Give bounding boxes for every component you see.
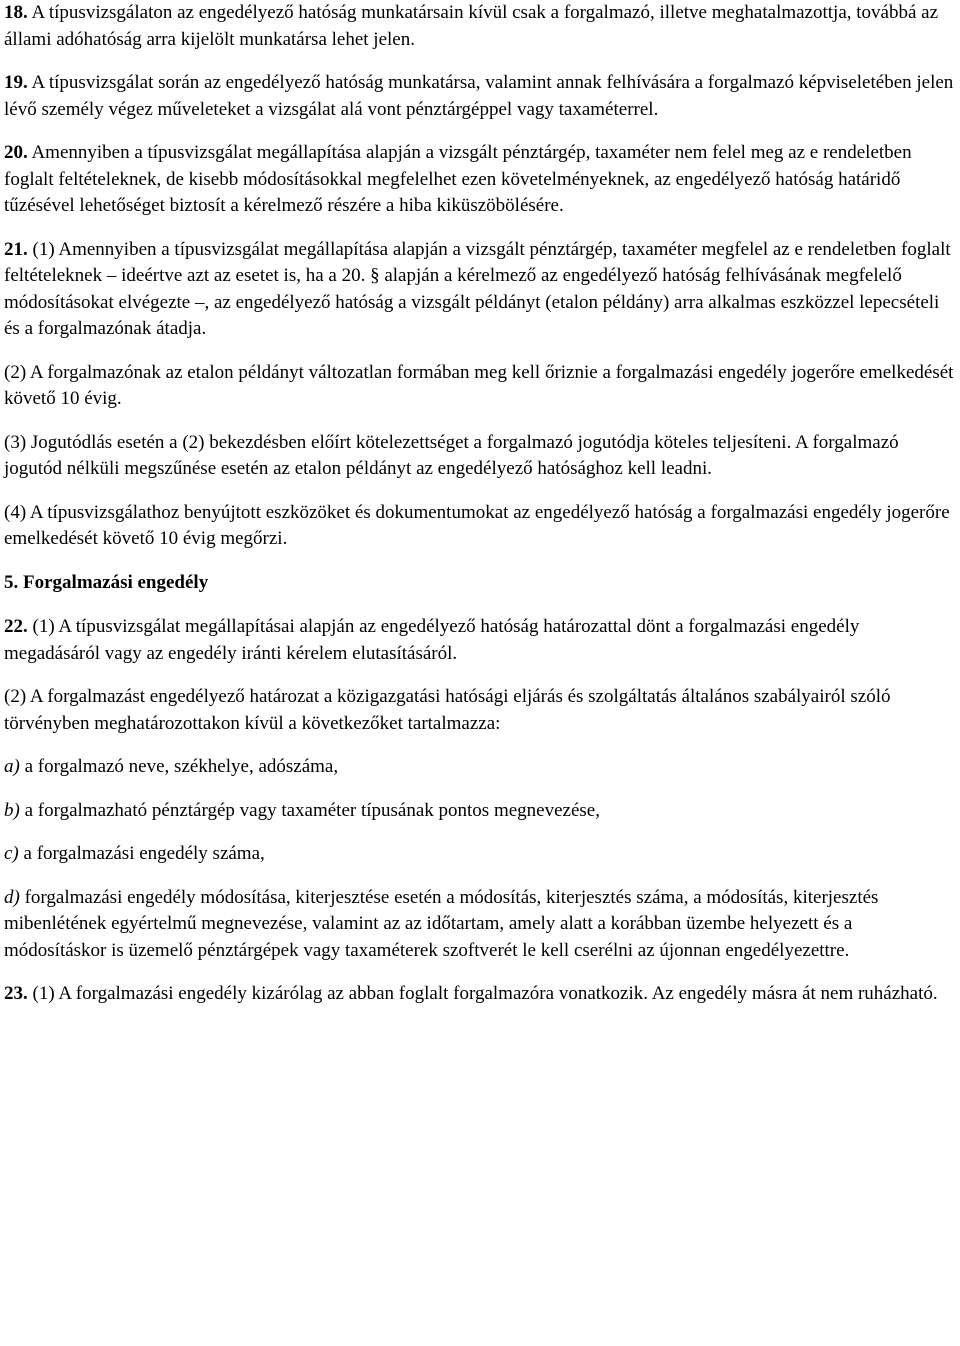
section-number: 18. bbox=[4, 2, 28, 23]
paragraph-19 bbox=[4, 70, 956, 123]
paragraph-text: (3) Jogutódlás esetén a (2) bekezdésben előírt kötelezettséget a forgalmazó jogutódja köteles teljesíteni. A forgalmazó jogutód nélküli megszűnése esetén az etalon példányt az engedélyező hatósághoz kell leadni. bbox=[4, 431, 899, 479]
paragraph-text: A típusvizsgálaton az engedélyező hatóság munkatársain kívül csak a forgalmazó, illetve meghatalmazottja, továbbá az állami adóhatóság arra kijelölt munkatársa lehet jelen. bbox=[4, 2, 939, 50]
paragraph-text: (2) A forgalmazónak az etalon példányt változatlan formában meg kell őriznie a forgalmazási engedély jogerőre emelkedését követő 10 évig. bbox=[4, 361, 954, 409]
paragraph-21-1 bbox=[4, 237, 956, 343]
paragraph-20 bbox=[4, 140, 956, 220]
section-number: 22. bbox=[4, 616, 28, 637]
paragraph-text: (2) A forgalmazást engedélyező határozat a közigazgatási hatósági eljárás és szolgáltatás általános szabályairól szóló törvényben meghatározottakon kívül a következőket tartalmazza: bbox=[4, 686, 891, 734]
paragraph-text: (1) Amennyiben a típusvizsgálat megállapítása alapján a vizsgált pénztárgép, taxaméter megfelel az e rendeletben foglalt feltételeknek – ideértve azt az esetet is, ha a 20. § alapján a kérelmező az engedélyező hatóság felhívásának megfelelő módosításokat elvégezte –, az engedélyező hatóság a vizsgált példányt (etalon példány) arra alkalmas eszközzel lepecsételi és a forgalmazónak átadja. bbox=[4, 238, 951, 339]
section-number: 20. bbox=[4, 142, 28, 163]
paragraph-text: (1) A típusvizsgálat megállapításai alapján az engedélyező hatóság határozattal dönt a forgalmazási engedély megadásáról vagy az engedély iránti kérelem elutasításáról. bbox=[4, 616, 860, 664]
item-letter: b) bbox=[4, 799, 20, 821]
item-letter: a) bbox=[4, 756, 20, 777]
paragraph-23-1 bbox=[4, 981, 956, 1008]
paragraph-text: (4) A típusvizsgálathoz benyújtott eszközöket és dokumentumokat az engedélyező hatóság a forgalmazási engedély jogerőre emelkedését követő 10 évig megőrzi. bbox=[4, 501, 950, 549]
paragraph-21-4 bbox=[4, 500, 956, 553]
item-text: forgalmazási engedély módosítása, kiterjesztése esetén a módosítás, kiterjesztés száma, a módosítás, kiterjesztés mibenlétének egyértelmű megnevezése, valamint az az időtartam, amely alatt a korábban üzembe helyezett és a módosításkor is üzemelő pénztárgépek vagy taxaméterek szoftverét le kell cserélni az újonnan engedélyezettre. bbox=[4, 886, 879, 961]
paragraph-text: Amennyiben a típusvizsgálat megállapítása alapján a vizsgált pénztárgép, taxaméter nem felel meg az e rendeletben foglalt feltételeknek, de kisebb módosításokkal megfelelhet ezen követelményeknek, az engedélyező hatóság határidő tűzésével lehetőséget biztosít a kérelmező részére a hiba kiküszöbölésére. bbox=[4, 142, 912, 216]
paragraph-text: A típusvizsgálat során az engedélyező hatóság munkatársa, valamint annak felhívására a forgalmazó képviseletében jelen lévő személy végez műveleteket a vizsgálat alá vont pénztárgéppel vagy taxaméterrel. bbox=[4, 72, 954, 120]
list-item-b bbox=[4, 798, 956, 825]
item-text: a forgalmazó neve, székhelye, adószáma, bbox=[19, 756, 339, 777]
list-item-c bbox=[4, 841, 956, 868]
section-number: 19. bbox=[4, 72, 28, 93]
paragraph-text: (1) A forgalmazási engedély kizárólag az abban foglalt forgalmazóra vonatkozik. Az engedély másra át nem ruházható. bbox=[27, 983, 938, 1004]
section-number: 23. bbox=[4, 983, 28, 1004]
document-page bbox=[4, 0, 956, 1025]
list-item-d bbox=[4, 885, 956, 965]
paragraph-22-2 bbox=[4, 684, 956, 737]
item-letter: c) bbox=[4, 843, 19, 864]
paragraph-22-1 bbox=[4, 614, 956, 667]
item-text: a forgalmazható pénztárgép vagy taxaméter típusának pontos megnevezése, bbox=[19, 799, 600, 821]
paragraph-21-2 bbox=[4, 360, 956, 413]
section-heading: 5. Forgalmazási engedély bbox=[4, 571, 209, 593]
list-item-a bbox=[4, 754, 956, 781]
paragraph-21-3 bbox=[4, 430, 956, 483]
paragraph-18 bbox=[4, 0, 956, 53]
section-number: 21. bbox=[4, 238, 28, 260]
item-text: a forgalmazási engedély száma, bbox=[18, 843, 265, 864]
item-letter: d) bbox=[4, 886, 20, 908]
